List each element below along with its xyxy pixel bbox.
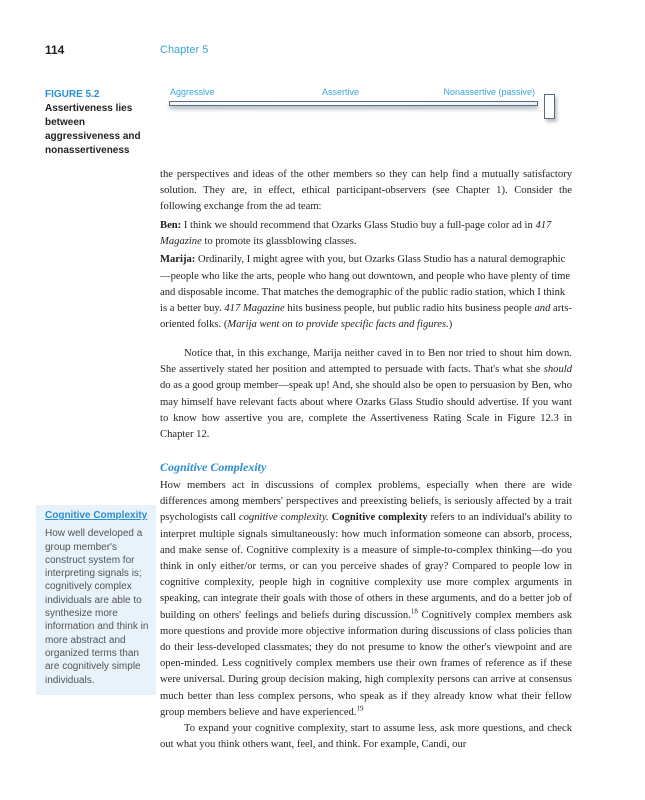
speaker-marija: Marija: [160, 254, 196, 266]
page-number: 114 [45, 43, 65, 57]
cognitive-text-end: Cognitively complex members ask more questions and provide more objective information during discussions of class policies than do their less-developed classmates; they do not presume to know the other's viewpoint and are open-minded. Less cognitively complex members use their own frames of reference as if these were universal. During group decision making, high complexity persons can arrive at consensus much better than less complex persons, who speak as if they already know what their fellow group members believe and have experienced. [160, 609, 572, 718]
dialog-marija [160, 252, 572, 333]
notice-text: Notice that, in this exchange, Marija neither caved in to Ben nor tried to shout him down. She assertively stated her position and attempted to persuade with facts. That's what she [160, 348, 572, 376]
term-bold: Cognitive complexity [331, 512, 428, 524]
assertiveness-scale-bar [169, 101, 538, 106]
footnote-ref-19[interactable]: 19 [356, 704, 364, 713]
ben-text: I think we should recommend that Ozarks Glass Studio buy a full-page color ad in [183, 220, 533, 231]
speaker-ben: Ben: [160, 220, 182, 231]
closing-paren: ) [448, 319, 453, 331]
magazine-title: 417 Magazine [224, 303, 285, 315]
margin-definition-text: How well developed a group member's construct system for interpreting signals is; cognitively complex individuals are able to synthesize more information and think in more abstract and organized terms than are cognitively simple individuals. [45, 528, 149, 686]
figure-caption-text: Assertiveness lies between aggressiveness and nonassertiveness [45, 103, 141, 156]
stage-direction: Marija went on to provide specific facts and figures. [227, 319, 449, 331]
figure-label: FIGURE 5.2 [45, 89, 100, 100]
paragraph-notice [160, 346, 572, 443]
paragraph-cognitive [160, 478, 572, 753]
margin-term: Cognitive Complexity [45, 510, 148, 521]
figure-scale-labels [170, 87, 542, 101]
paragraph-intro [160, 167, 572, 216]
section-heading: Cognitive Complexity [160, 460, 267, 474]
margin-definition-box [36, 505, 156, 695]
dialog-ben [160, 218, 572, 250]
scale-label-assertive: Assertive [322, 87, 360, 97]
marija-text-end: arts-oriented folks. ( [160, 303, 572, 331]
emphasis-should: should [543, 364, 572, 376]
scale-label-aggressive: Aggressive [170, 87, 215, 97]
ben-text-end: to promote its glassblowing classes. [204, 236, 357, 248]
scale-end-marker [544, 94, 555, 119]
paragraph-intro-text: the perspectives and ideas of the other members so they can help find a mutually satisfactory solution. They are, in effect, ethical participant-observers (see Chapter 1). Consider the following exchange from the ad team: [160, 169, 572, 213]
emphasis-and: and [534, 303, 551, 315]
term-italic: cognitive complexity. [238, 512, 329, 524]
marija-text: Ordinarily, I might agree with you, but Ozarks Glass Studio has a natural demographic—people who like the arts, people who hang out downtown, and people who have plenty of time and disposable income. That matches the demographic of the public radio station, which I think is a better buy. [160, 254, 571, 315]
notice-text-end: do as a good group member—speak up! And, she should also be open to persuasion by Ben, who may himself have relevant facts about where Ozarks Glass Studio should advertise. If you want to know how assertive you are, complete the Assertiveness Rating Scale in Figure 12.3 in Chapter 12. [160, 380, 572, 441]
marija-text-mid: hits business people, but public radio hits business people [287, 303, 532, 315]
cognitive-text: How members act in discussions of complex problems, especially when there are wide differences among members' perspectives and preexisting beliefs, is seriously affected by a trait psychologists call [160, 480, 572, 524]
paragraph-expand: To expand your cognitive complexity, start to assume less, ask more questions, and check out what you think others want, feel, and think. For example, Candi, our [160, 723, 572, 751]
footnote-ref-18[interactable]: 18 [410, 607, 418, 616]
scale-label-nonassertive: Nonassertive (passive) [443, 87, 535, 97]
figure-caption [45, 88, 155, 158]
magazine-title: 417 Magazine [160, 220, 552, 248]
chapter-label: Chapter 5 [160, 44, 209, 56]
dialog-exchange [160, 218, 572, 333]
cognitive-text-mid: refers to an individual's ability to interpret multiple signals simultaneously: how much information someone can absorb, process, and make sense of. Cognitive complexity is a measure of simple-to-complex thinking—do you think in only either/or terms, or can you perceive shades of gray? Compared to people low in cognitive complexity, people high in cognitive complexity use more complex arguments in speaking, can integrate their goals with those of others in these arguments, and do a better job of building on others' feelings and beliefs during discussion. [160, 512, 572, 621]
